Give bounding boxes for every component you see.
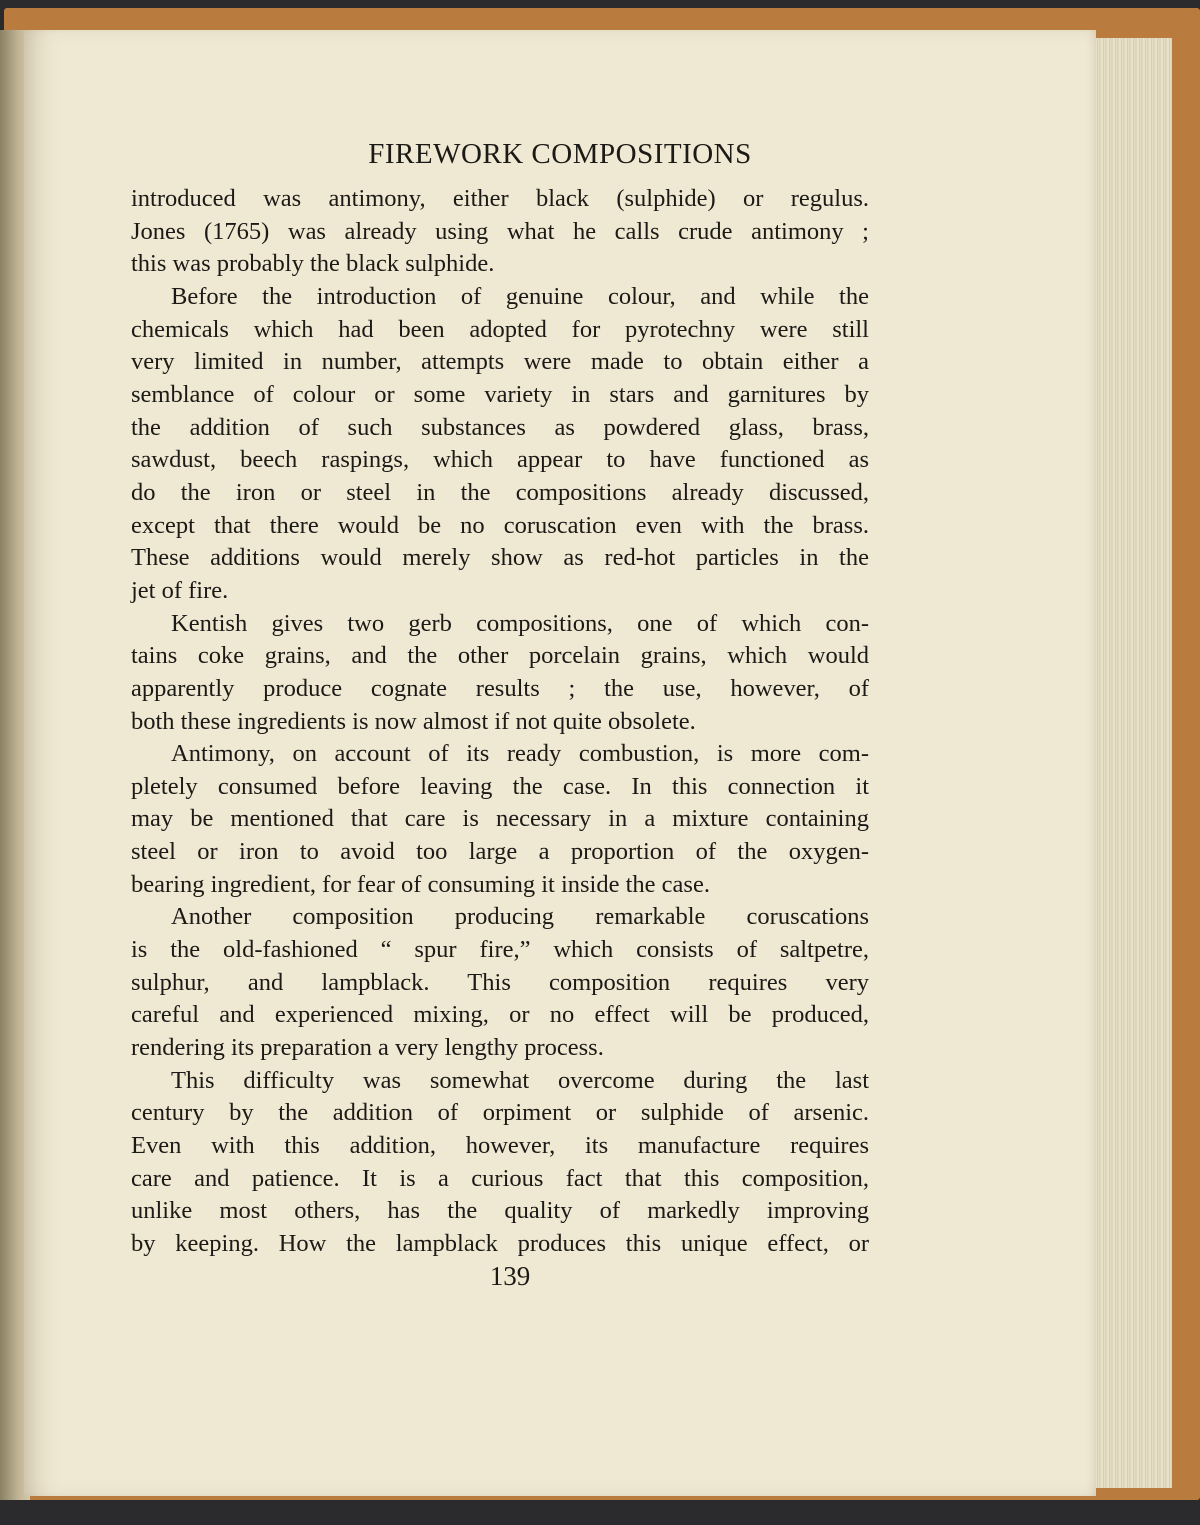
text-line: is the old-fashioned “ spur fire,” which consists of saltpetre, (131, 936, 869, 964)
text-line: Jones (1765) was already using what he calls crude antimony ; (131, 217, 869, 245)
text-line: bearing ingredient, for fear of consuming it inside the case. (131, 870, 710, 898)
text-line: both these ingredients is now almost if not quite obsolete. (131, 707, 696, 735)
text-line: apparently produce cognate results ; the use, however, of (131, 674, 869, 702)
text-line: careful and experienced mixing, or no effect will be produced, (131, 1001, 869, 1029)
text-line: except that there would be no coruscation even with the brass. (131, 511, 869, 539)
text-line: unlike most others, has the quality of markedly improving (131, 1197, 869, 1225)
text-line: tains coke grains, and the other porcelain grains, which would (131, 642, 869, 670)
text-line: jet of fire. (131, 576, 229, 604)
text-line: steel or iron to avoid too large a proportion of the oxygen- (131, 838, 869, 866)
running-head: FIREWORK COMPOSITIONS (368, 138, 752, 170)
text-line: introduced was antimony, either black (sulphide) or regulus. (131, 185, 869, 212)
text-line: may be mentioned that care is necessary in a mixture containing (131, 805, 869, 833)
text-line: this was probably the black sulphide. (131, 250, 495, 278)
text-line: the addition of such substances as powdered glass, brass, (131, 413, 869, 441)
text-line: Kentish gives two gerb compositions, one of which con- (171, 609, 869, 637)
text-line: These additions would merely show as red-hot particles in the (131, 544, 869, 572)
page-number: 139 (489, 1261, 531, 1291)
text-line: sulphur, and lampblack. This composition requires very (131, 968, 869, 996)
body-text (131, 183, 869, 1261)
text-line: chemicals which had been adopted for pyrotechny were still (131, 315, 869, 343)
text-line: Even with this addition, however, its manufacture requires (131, 1132, 869, 1160)
text-line: semblance of colour or some variety in stars and garnitures by (131, 380, 869, 408)
text-line: This difficulty was somewhat overcome during the last (171, 1066, 869, 1094)
text-line: century by the addition of orpiment or sulphide of arsenic. (131, 1099, 869, 1127)
text-line: care and patience. It is a curious fact that this composition, (131, 1164, 869, 1192)
text-line: pletely consumed before leaving the case. In this connection it (131, 772, 869, 800)
text-line: Before the introduction of genuine colour, and while the (171, 282, 869, 310)
text-line: by keeping. How the lampblack produces this unique effect, or (131, 1230, 869, 1257)
text-line: sawdust, beech raspings, which appear to have functioned as (131, 446, 869, 474)
text-line: very limited in number, attempts were made to obtain either a (131, 348, 869, 376)
text-line: Another composition producing remarkable coruscations (171, 903, 869, 931)
text-line: do the iron or steel in the compositions already discussed, (131, 478, 869, 506)
text-line: Antimony, on account of its ready combustion, is more com- (171, 740, 869, 768)
text-line: rendering its preparation a very lengthy process. (131, 1034, 604, 1062)
